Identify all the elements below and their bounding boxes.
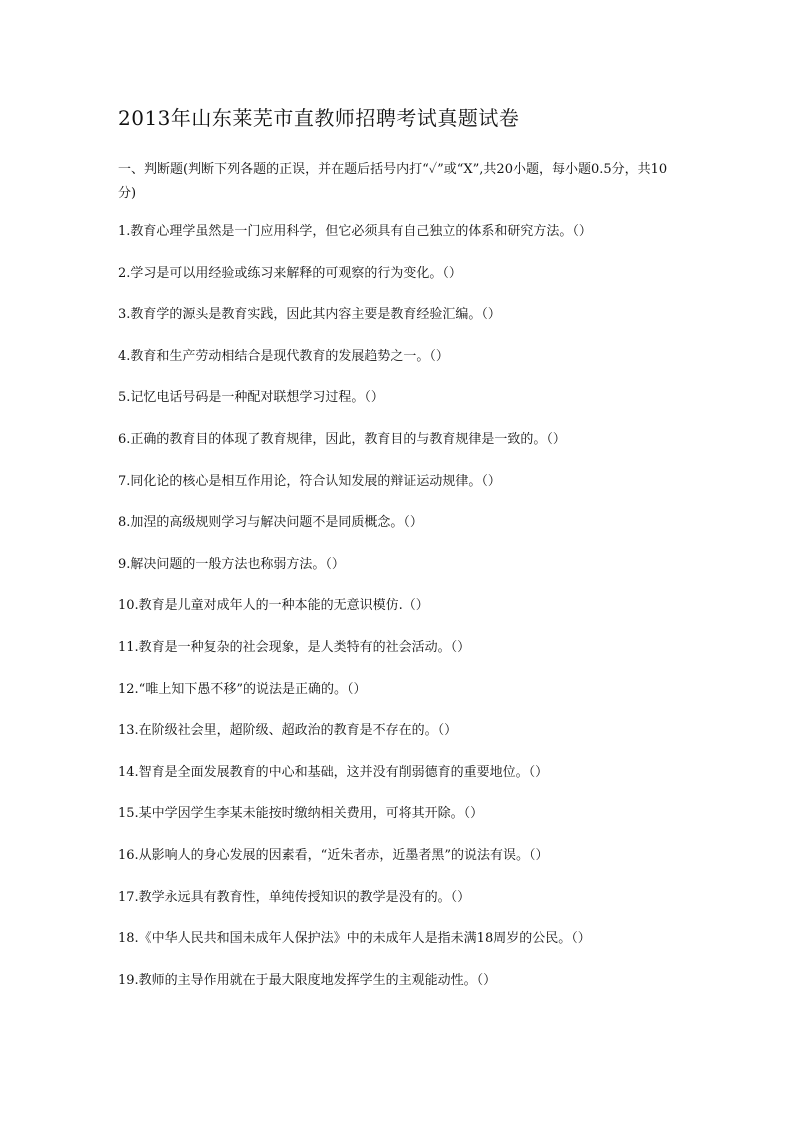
question-item: 2.学习是可以用经验或练习来解释的可观察的行为变化。（）	[118, 265, 462, 281]
page-title: 2013年山东莱芜市直教师招聘考试真题试卷	[118, 106, 520, 130]
question-item: 11.教育是一种复杂的社会现象，是人类特有的社会活动。（）	[118, 639, 471, 655]
question-item: 16.从影响人的身心发展的因素看，“近朱者赤，近墨者黑”的说法有误。（）	[118, 847, 549, 863]
question-item: 19.教师的主导作用就在于最大限度地发挥学生的主观能动性。（）	[118, 972, 497, 988]
question-item: 15.某中学因学生李某未能按时缴纳相关费用，可将其开除。（）	[118, 806, 484, 822]
question-item: 8.加涅的高级规则学习与解决问题不是同质概念。（）	[118, 515, 423, 531]
question-item: 14.智育是全面发展教育的中心和基础，这并没有削弱德育的重要地位。（）	[118, 764, 549, 780]
question-item: 3.教育学的源头是教育实践，因此其内容主要是教育经验汇编。（）	[118, 307, 501, 323]
question-item: 12.“唯上知下愚不移”的说法是正确的。（）	[118, 681, 367, 697]
question-item: 4.教育和生产劳动相结合是现代教育的发展趋势之一。（）	[118, 348, 449, 364]
question-list	[118, 220, 698, 1010]
question-item: 13.在阶级社会里，超阶级、超政治的教育是不存在的。（）	[118, 723, 458, 739]
question-item: 7.同化论的核心是相互作用论，符合认知发展的辩证运动规律。（）	[118, 473, 501, 489]
question-item: 18.《中华人民共和国未成年人保护法》中的未成年人是指未满18周岁的公民。（）	[118, 931, 591, 947]
question-item: 5.记忆电话号码是一种配对联想学习过程。（）	[118, 390, 384, 406]
question-item: 1.教育心理学虽然是一门应用科学，但它必须具有自己独立的体系和研究方法。（）	[118, 224, 592, 239]
question-item: 17.教学永远具有教育性，单纯传授知识的教学是没有的。（）	[118, 889, 471, 905]
question-item: 6.正确的教育目的体现了教育规律，因此，教育目的与教育规律是一致的。（）	[118, 431, 566, 447]
question-item: 9.解决问题的一般方法也称弱方法。（）	[118, 556, 345, 572]
section-instructions: 一、判断题(判断下列各题的正误，并在题后括号内打“✓”或“X”,共20小题，每小题0.5分，共10分)	[118, 162, 668, 201]
question-item: 10.教育是儿童对成年人的一种本能的无意识模仿.（）	[118, 598, 429, 614]
